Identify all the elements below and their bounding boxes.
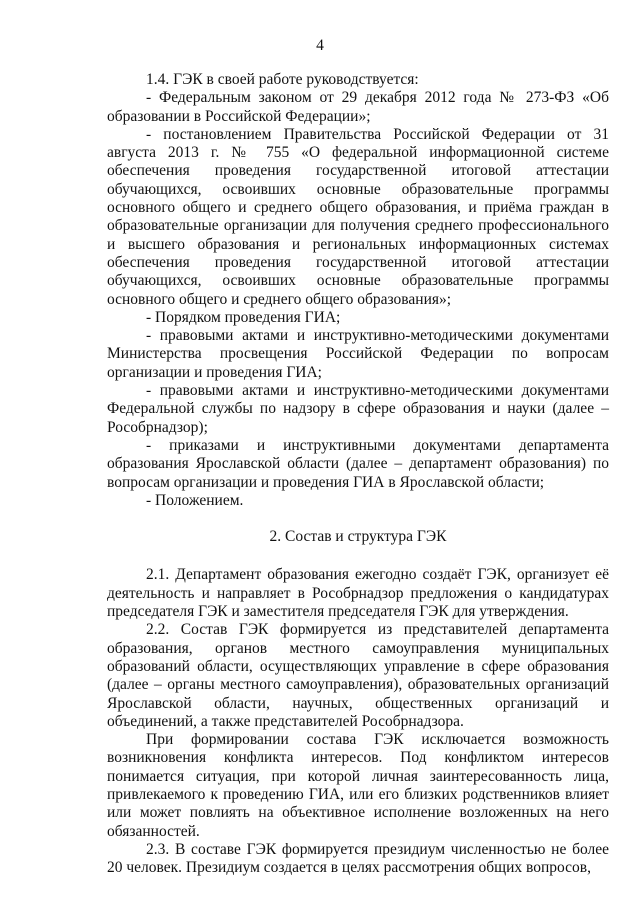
list-item-department-orders: - приказами и инструктивными документами департамента образования Ярославской области (далее – департамент образования) по вопросам организации и проведения ГИА в Ярославской области; — [107, 436, 609, 491]
paragraph-2-3: 2.3. В составе ГЭК формируется президиум численностью не более 20 человек. Президиум создается в целях рассмотрения общих вопросов, — [107, 840, 609, 877]
paragraph-1-4-intro: 1.4. ГЭК в своей работе руководствуется: — [146, 71, 419, 88]
page-number: 4 — [316, 37, 324, 54]
section-heading: 2. Состав и структура ГЭК — [269, 528, 447, 546]
paragraph-2-2: 2.2. Состав ГЭК формируется из представителей департамента образования, органов местного самоуправления муниципальных образований области, осуществляющих управление в сфере образования (далее – органы местного самоуправления), образовательных организаций Ярославской области, научных, общественных организаций и объединений, а также представителей Рособрнадзора. — [107, 621, 609, 730]
list-item-government-decree: - постановлением Правительства Российской Федерации от 31 августа 2013 г. № 755 «О федеральной информационной системе обеспечения проведения государственной итоговой аттестации обучающихся, освоивших основные образовательные программы основного общего и среднего общего образования, и приёма граждан в образовательные организации для получения среднего профессионального и высшего образования и региональных информационных системах обеспечения проведения государственной итоговой аттестации обучающихся, освоивших основные образовательные программы основного общего и среднего общего образования»; — [107, 125, 609, 308]
paragraph-conflict-of-interest: При формировании состава ГЭК исключается возможность возникновения конфликта интересов. Под конфликтом интересов понимается ситуация, при которой личная заинтересованность лица, привлекаемого к проведению ГИА, или его близких родственников влияет или может повлиять на объективное исполнение возложенных на него обязанностей. — [107, 731, 609, 840]
document-body — [107, 71, 609, 877]
list-item-federal-law: - Федеральным законом от 29 декабря 2012 года № 273-ФЗ «Об образовании в Российской Федерации»; — [107, 89, 609, 125]
list-item-federal-service-acts: - правовыми актами и инструктивно-методическими документами Федеральной службы по надзору в сфере образования и науки (далее – Рособрнадзор); — [107, 382, 609, 436]
paragraph-2-1: 2.1. Департамент образования ежегодно создаёт ГЭК, организует её деятельность и направляет в Рособрнадзор предложения о кандидатурах председателя ГЭК и заместителя председателя ГЭК для утверждения. — [107, 566, 609, 621]
list-item-ministry-acts: - правовыми актами и инструктивно-методическими документами Министерства просвещения Российской Федерации по вопросам организации и проведения ГИА; — [107, 327, 609, 381]
list-item-gia-procedure: - Порядком проведения ГИА; — [146, 308, 341, 326]
list-item-regulation: - Положением. — [146, 491, 244, 509]
